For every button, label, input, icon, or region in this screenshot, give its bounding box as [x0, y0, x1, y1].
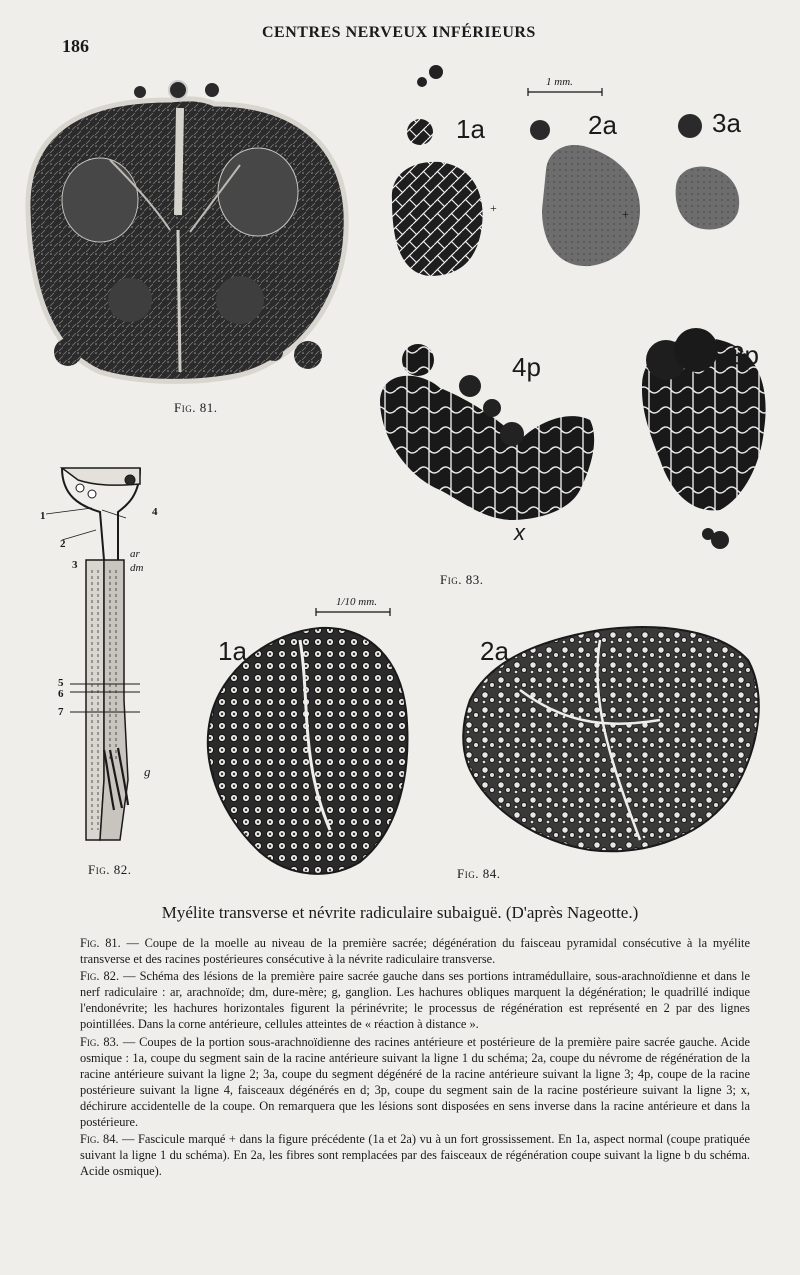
fig81-label: Fig. 81.	[174, 400, 218, 415]
legend-ref: Fig. 82.	[80, 969, 120, 984]
fig83-panel-3p: 3p	[730, 340, 759, 370]
legend-entry	[80, 968, 750, 1032]
fig82-marker-2: 2	[60, 538, 66, 550]
svg-text:+: +	[490, 201, 497, 215]
fig83-scale: 1 mm.	[546, 76, 573, 88]
spinal-cord-section	[28, 81, 346, 381]
legend-entry	[80, 1034, 750, 1131]
fig82-marker-g: g	[144, 764, 151, 779]
nerve-root-schema	[46, 468, 140, 840]
legend-ref: Fig. 83.	[80, 1034, 119, 1049]
legend-entry	[80, 1131, 750, 1179]
fig84-scale: 1/10 mm.	[336, 596, 377, 608]
fig83-panel-3a: 3a	[712, 108, 741, 138]
legend-text: — Coupes de la portion sous-arachnoïdienne des racines antérieure et postérieure de la première paire sacrée gauche. Acide osmique : 1a, coupe du segment sain de la racine antérieure suivant la ligne 1 du schéma; 2a, coupe du névrome de régénération de la racine antérieure suivant la ligne 2; 3a, coupe du segment dégénéré de la racine antérieure suivant la ligne 3; 4p, coupe de la racine postérieure suivant la ligne 4, faisceaux dégénérés en d; 3p, coupe du segment sain de la racine postérieure suivant la ligne 3; x, déchirure accidentelle de la coupe. On remarquera que les lésions sont disposées en sens inverse dans la racine antérieure et dans la postérieure.	[80, 1034, 750, 1130]
plate-caption: Myélite transverse et névrite radiculaire subaiguë. (D'après Nageotte.)	[161, 903, 639, 922]
fig82-marker-ar: ar	[130, 548, 140, 560]
legend-text: — Coupe de la moelle au niveau de la première sacrée; dégénération du faisceau pyramidal consécutive à la myélite transverse et des racines postérieures consécutive à la névrite radiculaire transverse.	[80, 936, 750, 967]
legend-entry	[80, 935, 750, 967]
fig83-panel-1a: 1a	[456, 114, 485, 144]
fig83-mark-x: x	[514, 520, 525, 545]
legend-text: — Fascicule marqué + dans la figure précédente (1a et 2a) vu à un fort grossissement. En 1a, aspect normal (coupe pratiquée suivant la ligne 1 du schéma). En 2a, les fibres sont remplacées par des faisceaux de régénération coupe suivant la ligne b du schéma. Acide osmique).	[80, 1132, 750, 1179]
fig84-panel-1a: 1a	[218, 636, 247, 666]
fig82-marker-5: 5	[58, 677, 64, 689]
fig82-marker-4: 4	[152, 506, 158, 518]
legend-text: — Schéma des lésions de la première paire sacrée gauche dans ses portions intramédullaire, sous-arachnoïdienne et dans le nerf radiculaire : ar, arachnoïde; dm, dure-mère; g, ganglion. Les hachures obliques marquent la dégénération; le quadrillé indique l'endonévrite; les hachures horizontales figurent la périnévrite; le processus de régénération est représenté en 2 par des lignes pointillées. Dans la corne antérieure, cellules atteintes de « réaction à distance ».	[80, 969, 750, 1032]
fig82-marker-3: 3	[72, 559, 78, 571]
fig82-label: Fig. 82.	[88, 862, 132, 877]
fig82-marker-7: 7	[58, 706, 64, 718]
fig82-marker-1: 1	[40, 510, 46, 522]
legend-ref: Fig. 81.	[80, 936, 121, 950]
legend-ref: Fig. 84.	[80, 1132, 119, 1147]
running-title: CENTRES NERVEUX INFÉRIEURS	[262, 24, 536, 41]
svg-text:+: +	[622, 207, 629, 221]
fig82-marker-dm: dm	[130, 562, 144, 574]
figure-legend	[80, 935, 750, 1180]
fig84-label: Fig. 84.	[457, 866, 501, 881]
fig84-panel-2a: 2a	[480, 636, 509, 666]
root-sections	[380, 65, 766, 549]
fig83-panel-4p: 4p	[512, 352, 541, 382]
fig82-marker-6: 6	[58, 688, 64, 700]
fig83-panel-2a: 2a	[588, 110, 617, 140]
page-number: 186	[62, 36, 89, 56]
fig83-label: Fig. 83.	[440, 572, 484, 587]
